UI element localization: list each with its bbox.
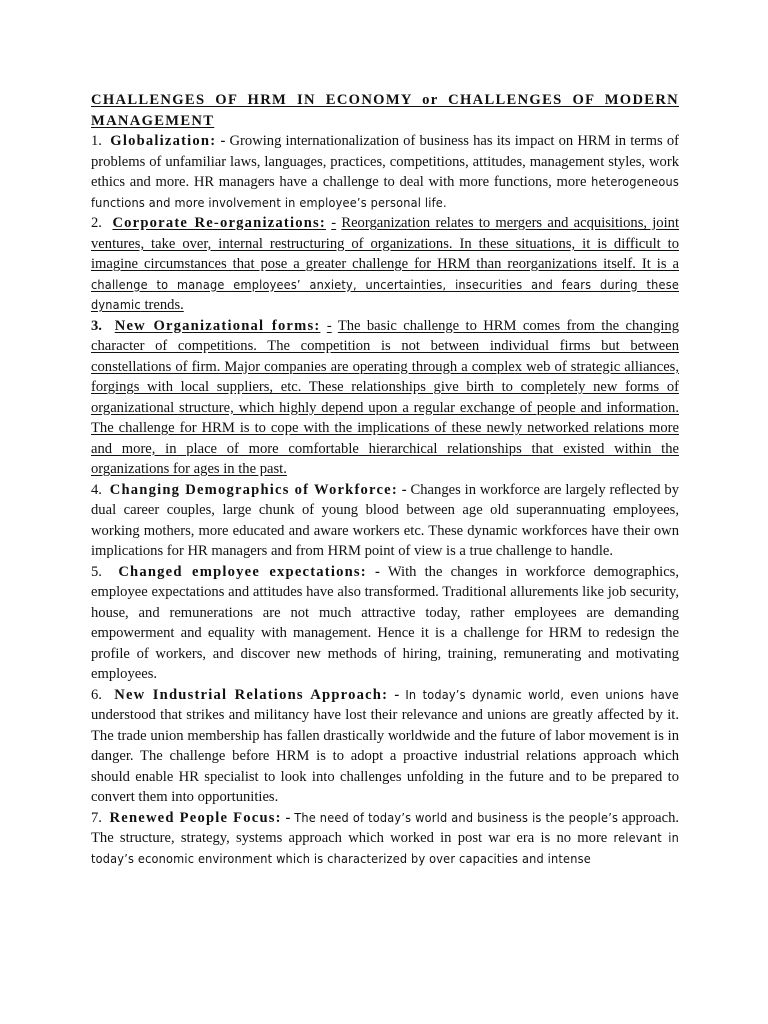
item-body-end: relevant in today’s economic environment which is characterized by over capacities and intense	[91, 830, 679, 866]
item-body-continued: understood that strikes and militancy have lost their relevance and unions are greatly affected by it. The trade union membership has fallen drastically worldwide and the future of labor movement is in danger. The challenge before HRM is to adopt a proactive industrial relations approach which should enable HR specialist to look into challenges unfolding in the future and to be prepared to convert them into opportunities.	[91, 707, 679, 805]
item-heading: New Organizational forms:	[114, 317, 321, 334]
item-heading: Corporate Re-organizations:	[112, 215, 326, 231]
list-item-changed-employee-expectations	[91, 562, 679, 685]
list-item-new-industrial-relations	[91, 685, 679, 808]
item-dash: -	[394, 686, 400, 703]
item-dash: -	[375, 563, 380, 580]
item-body-continued: heterogeneous functions and more involvement in employee’s personal life.	[91, 174, 679, 210]
item-number: 5.	[91, 563, 102, 580]
item-body-end: trends.	[140, 297, 184, 313]
item-number: 3.	[91, 317, 102, 334]
item-dash: -	[220, 133, 226, 149]
item-number: 2.	[91, 215, 102, 231]
item-body: The need of today’s world and business is the people’s	[294, 809, 619, 825]
item-heading: Renewed People Focus:	[109, 809, 282, 826]
item-body: Reorganization relates to mergers and acquisitions, joint ventures, take over, internal restructuring of organizations. In these situations, it is difficult to imagine circumstances that pose a greater challenge for HRM than reorganizations itself. It is a	[91, 215, 680, 272]
document-title-text: CHALLENGES OF HRM IN ECONOMY or CHALLENGES OF MODERN MANAGEMENT	[91, 92, 679, 129]
list-item-corporate-reorganizations	[91, 213, 679, 316]
item-body: With the changes in workforce demographics, employee expectations and attitudes have also transformed. Traditional allurements like job security, house, and remunerations are not much attractive today, rather employees are demanding empowerment and equality with management. Hence it is a challenge for HRM to redesign the profile of workers, and discover new methods of hiring, training, remunerating and motivating employees.	[91, 563, 679, 682]
item-body-continued: challenge to manage employees’ anxiety, uncertainties, insecurities and fears during these dynamic	[91, 276, 679, 312]
list-item-globalization	[91, 131, 679, 213]
item-body-continued: approach. The structure, strategy, systems approach which worked in post war era is no more	[91, 809, 680, 846]
list-item-changing-demographics	[91, 480, 679, 562]
item-body: Growing internationalization of business has its impact on HRM in terms of problems of unfamiliar laws, languages, practices, competitions, attitudes, management styles, work ethics and more. HR managers have a challenge to deal with more functions, more	[91, 133, 679, 190]
item-dash: -	[326, 317, 332, 334]
item-dash: -	[285, 809, 291, 826]
item-body: The basic challenge to HRM comes from the changing character of competitions. The competition is not between individual firms but between constellations of firm. Major companies are operating through a complex web of strategic alliances, forgings with local suppliers, etc. These relationships give birth to completely new forms of organizational structure, which highly depend upon a regular exchange of people and information. The challenge for HRM is to cope with the implications of these newly networked relations more and more, in place of more comfortable hierarchical relationships that existed within the organizations for ages in the past.	[91, 317, 680, 477]
item-heading: Changing Demographics of Workforce:	[109, 481, 398, 498]
list-item-new-organizational-forms	[91, 316, 679, 480]
list-item-renewed-people-focus	[91, 808, 679, 870]
item-body: In today’s dynamic world, even unions have	[405, 686, 679, 702]
item-heading: New Industrial Relations Approach:	[114, 686, 389, 703]
item-number: 4.	[91, 481, 102, 498]
item-heading: Globalization:	[110, 133, 217, 149]
item-number: 6.	[91, 686, 102, 703]
item-number: 7.	[91, 809, 102, 826]
item-heading: Changed employee expectations:	[118, 563, 367, 580]
item-body: Changes in workforce are largely reflected by dual career couples, large chunk of young blood between age old superannuating employees, working mothers, more educated and aware workers etc. These dynamic workforces have their own implications for HR managers and from HRM point of view is a true challenge to handle.	[91, 481, 679, 559]
document-title	[91, 90, 679, 131]
item-number: 1.	[91, 133, 102, 149]
item-dash: -	[401, 481, 407, 498]
item-dash: -	[331, 215, 337, 231]
